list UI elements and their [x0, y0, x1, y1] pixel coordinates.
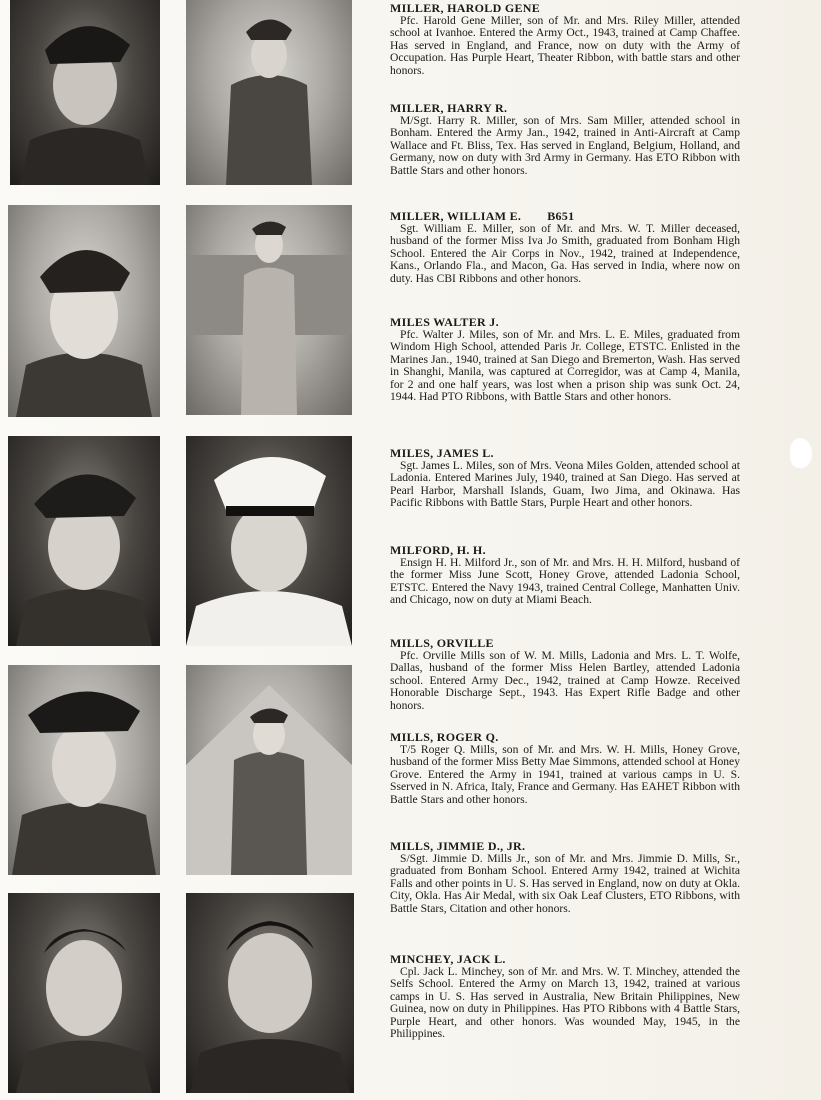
entry-bio: Sgt. James L. Miles, son of Mrs. Veona Miles Golden, attended school at Ladonia. Entered Marines July, 1940, trained at San Diego. Has served at Pearl Harbor, Marshall Islands, Guam, Iwo Jima, and Okinawa. Has Pacific Ribbons with Battle Stars, Purple Heart and other honors. — [390, 459, 740, 510]
portrait-figure-icon — [8, 893, 160, 1093]
standing-figure-icon — [186, 665, 352, 875]
photo-william-miller — [8, 205, 160, 417]
entry-name: MILLER, HARRY R. — [390, 101, 508, 115]
photo-harry-miller — [186, 0, 352, 185]
photo-walter-miles — [8, 436, 160, 646]
portrait-figure-icon — [186, 893, 354, 1093]
photo-william-miller-standing — [186, 205, 352, 415]
entry-name: MINCHEY, JACK L. — [390, 952, 506, 966]
entry-bio: Cpl. Jack L. Minchey, son of Mr. and Mrs. W. T. Minchey, attended the Selfs School. Entered the Army on March 13, 1942, trained at various camps in U. S. Has served in Australia, New Britain Philippines, New Guinea, now on duty in Philippines. Has PTO Ribbons with 4 Battle Stars, Purple Heart, and other honors. Was wounded May, 1945, in the Philippines. — [390, 965, 740, 1041]
entry-name: MILLS, ORVILLE — [390, 636, 494, 650]
entry-bio: Ensign H. H. Milford Jr., son of Mr. and Mrs. H. H. Milford, husband of the former Miss June Scott, Honey Grove, attended Ladonia School, ETSTC. Entered the Navy 1943, trained Central College, Manhatten Univ. and Chicago, now on duty at Miami Beach. — [390, 556, 740, 607]
entry-roger-mills — [390, 731, 740, 806]
entry-orville-mills — [390, 637, 740, 712]
standing-figure-icon — [186, 205, 352, 415]
entry-jimmie-mills — [390, 840, 740, 915]
entry-harold-miller — [390, 2, 740, 77]
photo-jack-minchey — [186, 893, 354, 1093]
entry-james-miles — [390, 447, 740, 510]
photo-jimmie-mills — [8, 893, 160, 1093]
entry-bio: T/5 Roger Q. Mills, son of Mr. and Mrs. W. H. Mills, Honey Grove, husband of the former Miss Betty Mae Simmons, attended school at Honey Grove. Entered the Army in 1941, trained at various camps in U. S. Sserved in N. Africa, Italy, France and Germany. Has EAHET Ribbon with Battle Stars and other honors. — [390, 743, 740, 806]
entry-walter-miles — [390, 316, 740, 403]
navy-portrait-icon — [186, 436, 352, 646]
paper-tear-mark — [790, 438, 812, 468]
entry-bio: Pfc. Walter J. Miles, son of Mr. and Mrs. L. E. Miles, graduated from Windom High School, attended Paris Jr. College, ETSTC. Enlisted in the Marines Jan., 1940, trained at San Diego and Bremerton, Wash. Has served in Shanghi, Manila, was captured at Corregidor, was at Camp 4, Manila, for 2 and one half years, was lost when a prison ship was sunk Oct. 24, 1944. Had PTO Ribbons, with Battle Stars and other honors. — [390, 328, 740, 404]
entry-name-text: MILLER, WILLIAM E. — [390, 209, 522, 223]
entry-bio: M/Sgt. Harry R. Miller, son of Mrs. Sam Miller, attended school in Bonham. Entered the Army Jan., 1942, trained in Anti-Aircraft at Camp Wallace and Ft. Bliss, Tex. Has served in England, Belgium, Holland, and Germany, now on duty with 3rd Army in Germany. Has ETO Ribbon with Battle Stars and other honors. — [390, 114, 740, 177]
photo-james-miles — [186, 436, 352, 646]
entry-bio: S/Sgt. Jimmie D. Mills Jr., son of Mr. and Mrs. Jimmie D. Mills, Sr., graduated from Bonham School. Entered Army 1942, trained at Wichita Falls and other points in U. S. Has served in England, now on duty at Okla. City, Okla. Has Air Medal, with six Oak Leaf Clusters, ETO Ribbons, with Battle Stars, Citation and other honors. — [390, 852, 740, 915]
photo-harold-miller — [10, 0, 160, 185]
portrait-figure-icon — [8, 665, 160, 875]
entry-name: MILFORD, H. H. — [390, 543, 486, 557]
entry-bio: Sgt. William E. Miller, son of Mr. and Mrs. W. T. Miller deceased, husband of the former Miss Iva Jo Smith, graduated from Bonham High School. Entered the Air Corps in Nov., 1942, trained at Independence, Kans., Orlando Fla., and Macon, Ga. Has served in India, where now on duty. Has CBI Ribbons and other honors. — [390, 222, 740, 285]
biography-column — [390, 0, 740, 1080]
entry-name: MILES, JAMES L. — [390, 446, 494, 460]
portrait-figure-icon — [8, 436, 160, 646]
entry-harry-miller — [390, 102, 740, 177]
portrait-figure-icon — [10, 0, 160, 185]
entry-hh-milford — [390, 544, 740, 607]
entry-name: MILLS, JIMMIE D., JR. — [390, 839, 526, 853]
entry-bio: Pfc. Harold Gene Miller, son of Mr. and Mrs. Riley Miller, attended school at Ivanhoe. Entered the Army Oct., 1943, trained at Camp Chaffee. Has served in England, and France, now on duty with the Army of Occupation. Has Purple Heart, Theater Ribbon, with battle stars and other honors. — [390, 14, 740, 77]
entry-name: MILES WALTER J. — [390, 315, 499, 329]
entry-handwritten-note: B651 — [547, 209, 575, 223]
entry-name: MILLER, HAROLD GENE — [390, 1, 541, 15]
portrait-figure-icon — [8, 205, 160, 417]
entry-jack-minchey — [390, 953, 740, 1040]
entry-name: MILLS, ROGER Q. — [390, 730, 499, 744]
standing-figure-icon — [186, 0, 352, 185]
entry-bio: Pfc. Orville Mills son of W. M. Mills, Ladonia and Mrs. L. T. Wolfe, Dallas, husband of the former Miss Helen Bartley, attended Ladonia school. Entered Army Dec., 1942, trained at Camp Howze. Received Honorable Discharge Sept., 1943. Has Expert Rifle Badge and other honors. — [390, 649, 740, 712]
entry-william-miller — [390, 210, 740, 285]
photo-roger-mills — [186, 665, 352, 875]
photo-orville-mills — [8, 665, 160, 875]
